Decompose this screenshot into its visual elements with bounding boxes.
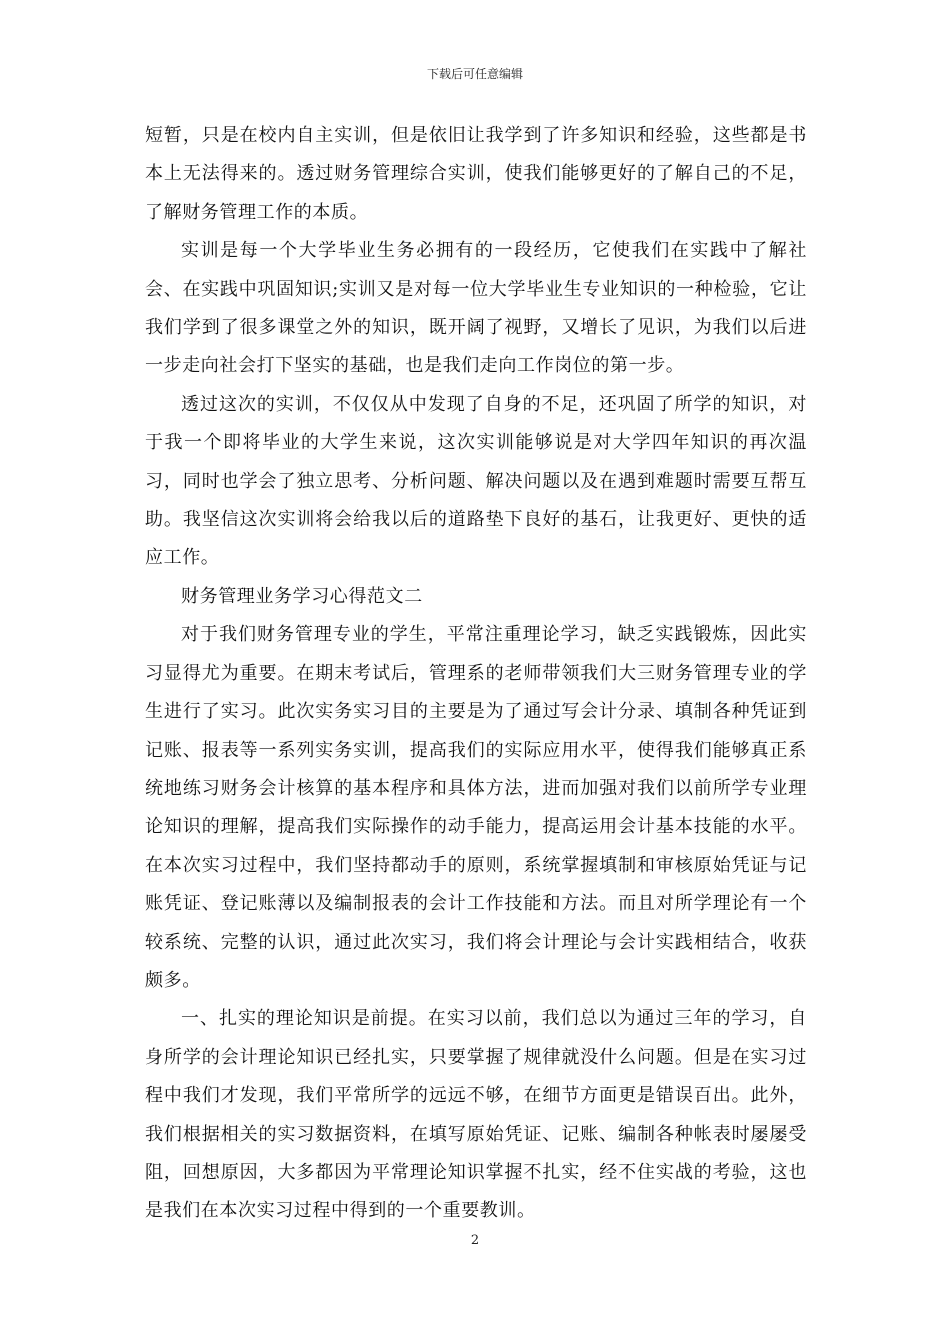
paragraph: 对于我们财务管理专业的学生，平常注重理论学习，缺乏实践锻炼，因此实习显得尤为重要。在期末考试后，管理系的老师带领我们大三财务管理专业的学生进行了实习。此次实务实习目的主要是为了通过写会计分录、填制各种凭证到记账、报表等一系列实务实训，提高我们的实际应用水平，使得我们能够真正系统地练习财务会计核算的基本程序和具体方法，进而加强对我们以前所学专业理论知识的理解，提高我们实际操作的动手能力，提高运用会计基本技能的水平。在本次实习过程中，我们坚持都动手的原则，系统掌握填制和审核原始凭证与记账凭证、登记账薄以及编制报表的会计工作技能和方法。而且对所学理论有一个较系统、完整的认识，通过此次实习，我们将会计理论与会计实践相结合，收获颇多。 [145,624,807,991]
page-number: 2 [470,1233,480,1248]
paragraph-continuation: 短暂，只是在校内自主实训，但是依旧让我学到了许多知识和经验，这些都是书本上无法得来的。透过财务管理综合实训，使我们能够更好的了解自己的不足，了解财务管理工作的本质。 [145,125,807,223]
document-body [145,117,807,1231]
paragraph: 透过这次的实训，不仅仅从中发现了自身的不足，还巩固了所学的知识，对于我一个即将毕业的大学生来说，这次实训能够说是对大学四年知识的再次温习，同时也学会了独立思考、分析问题、解决问题以及在遇到难题时需要互帮互助。我坚信这次实训将会给我以后的道路垫下良好的基石，让我更好、更快的适应工作。 [145,393,807,569]
paragraph: 一、扎实的理论知识是前提。在实习以前，我们总以为通过三年的学习，自身所学的会计理论知识已经扎实，只要掌握了规律就没什么问题。但是在实习过程中我们才发现，我们平常所学的远远不够，在细节方面更是错误百出。此外，我们根据相关的实习数据资料，在填写原始凭证、记账、编制各种帐表时屡屡受阻，回想原因，大多都因为平常理论知识掌握不扎实，经不住实战的考验，这也是我们在本次实习过程中得到的一个重要教训。 [145,1008,807,1222]
paragraph: 实训是每一个大学毕业生务必拥有的一段经历，它使我们在实践中了解社会、在实践中巩固知识;实训又是对每一位大学毕业生专业知识的一种检验，它让我们学到了很多课堂之外的知识，既开阔了视野，又增长了见识，为我们以后进一步走向社会打下坚实的基础，也是我们走向工作岗位的第一步。 [145,240,807,377]
section-heading: 财务管理业务学习心得范文二 [181,585,423,607]
page-header: 下载后可任意编辑 [426,67,523,81]
